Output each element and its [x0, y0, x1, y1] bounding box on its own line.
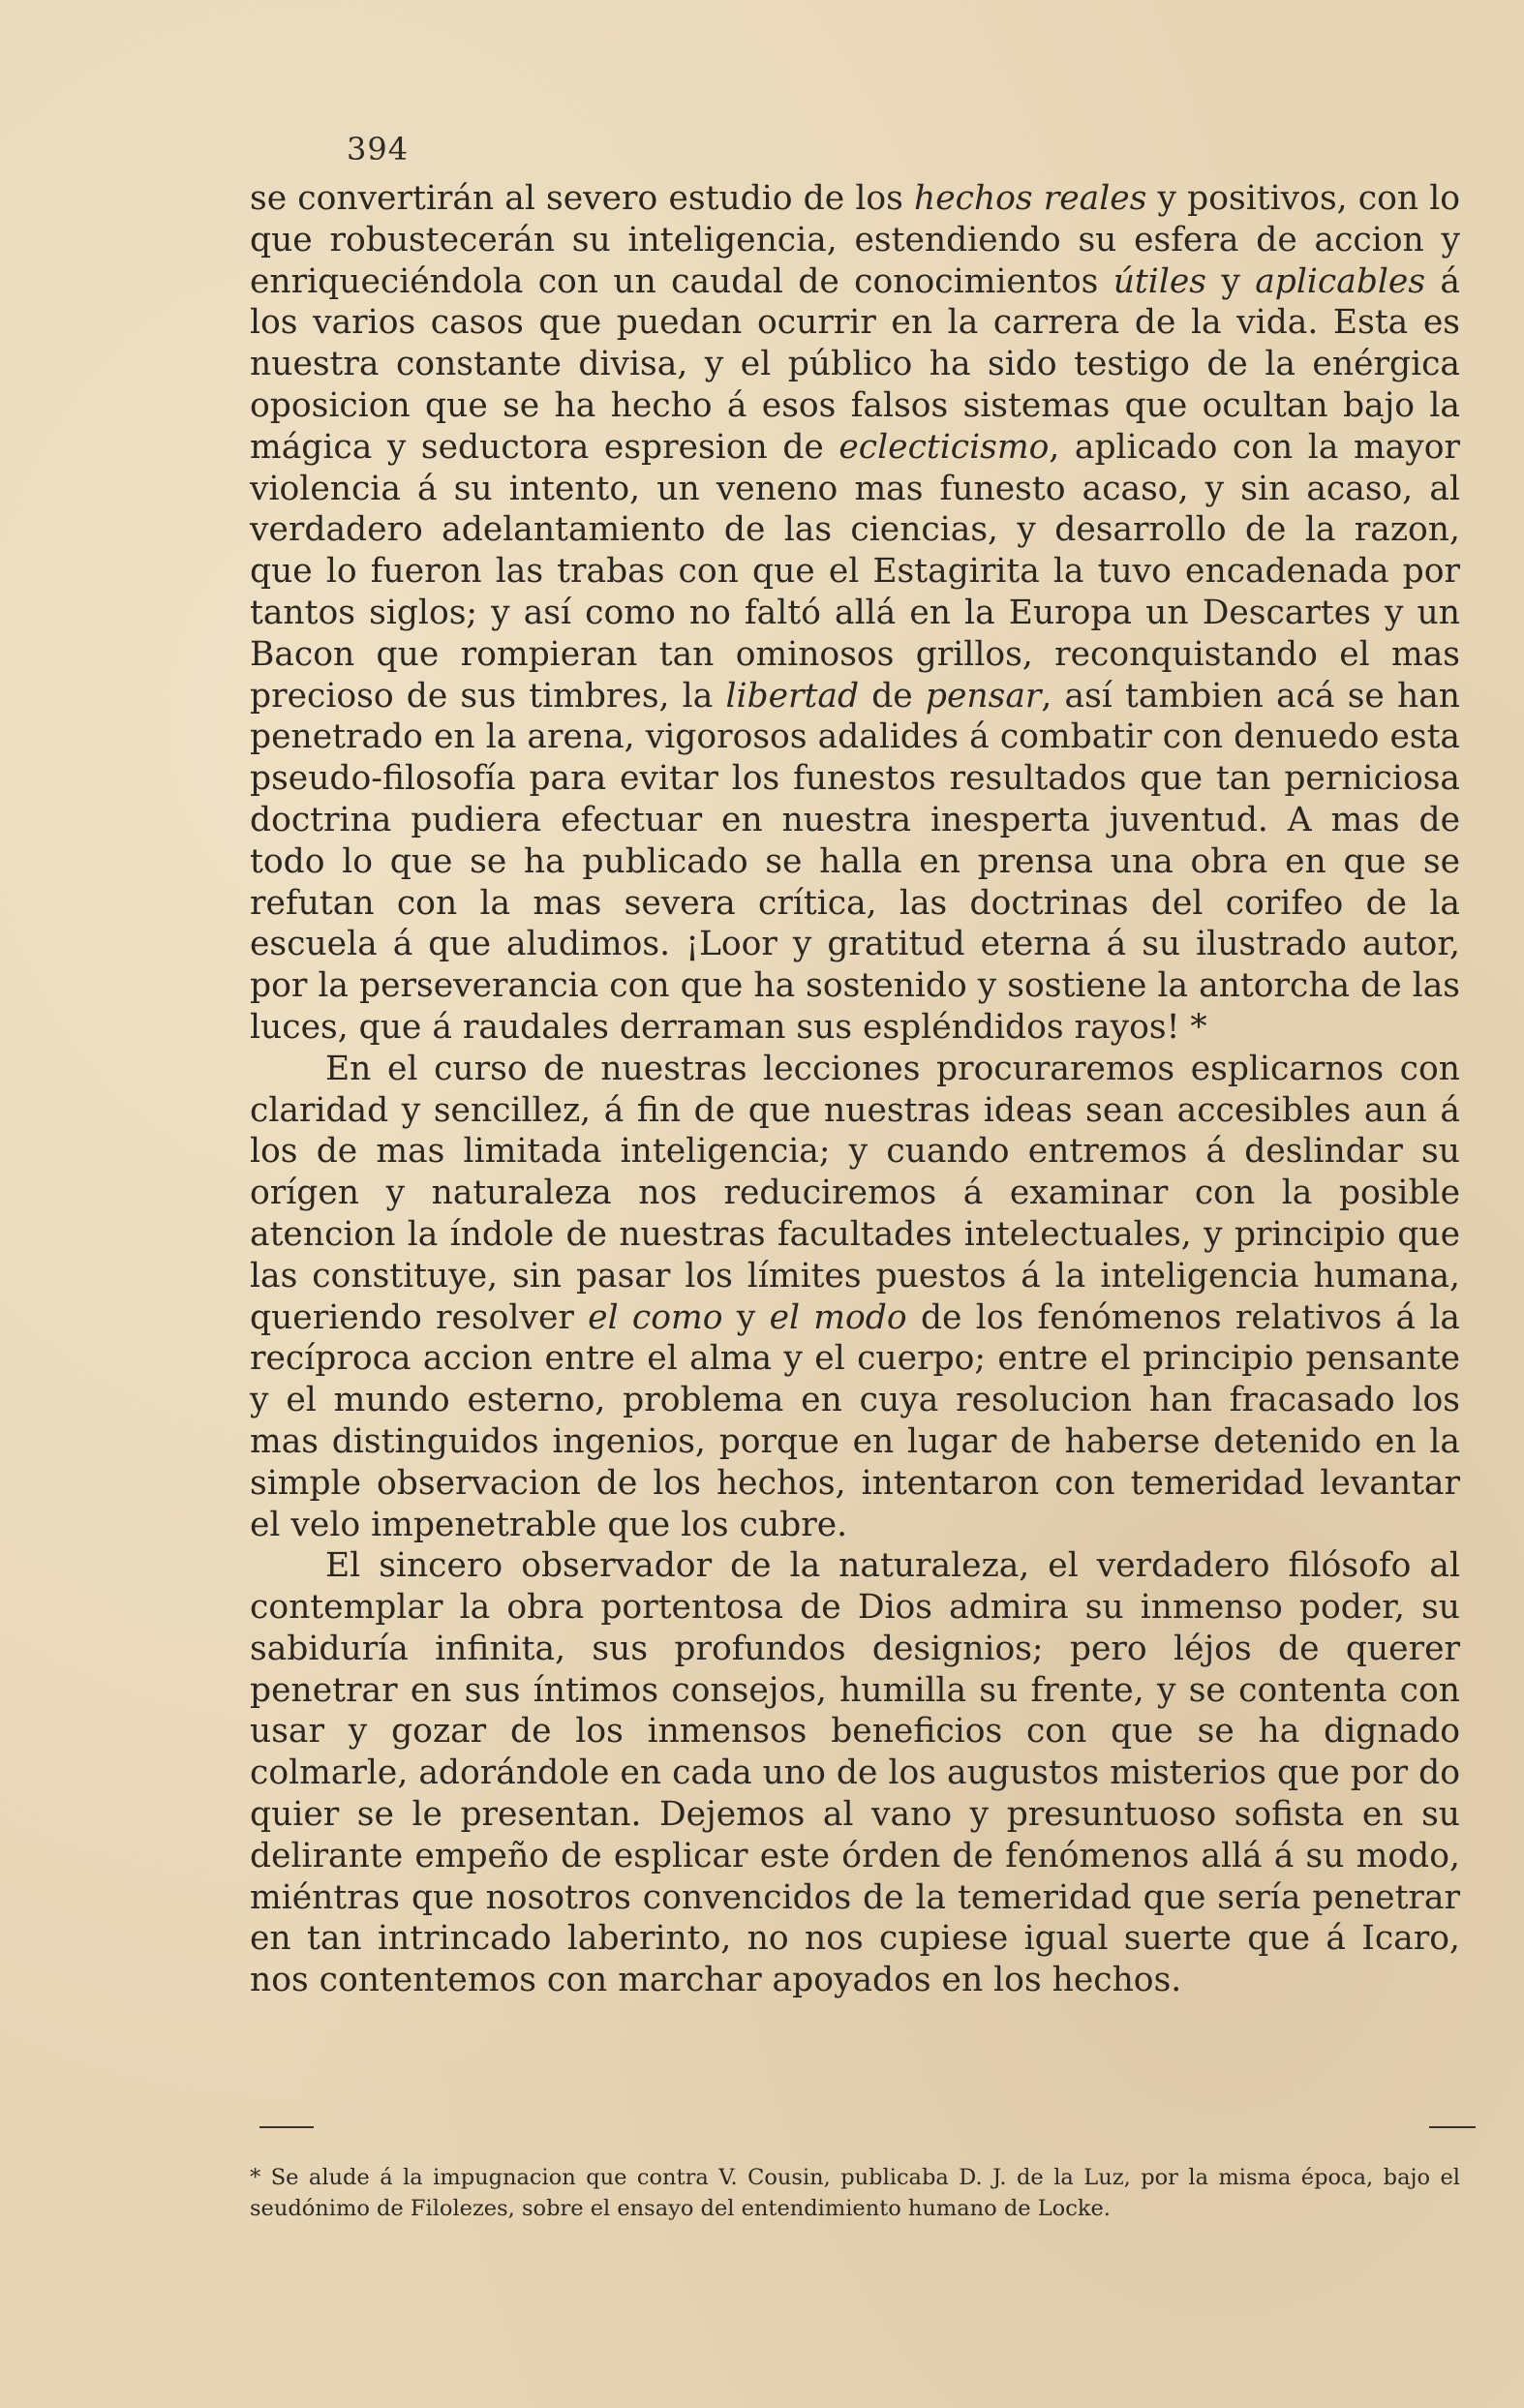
paragraph-2: [250, 1049, 1460, 1546]
italic-term: el como: [588, 1297, 723, 1337]
text-run: y: [722, 1297, 770, 1337]
footnote: * Se alude á la impugnacion que contra V. Cousin, publicaba D. J. de la Luz, por la misma época, bajo el seudónimo de Filolezes, sobre el ensayo del entendimiento humano de Locke.: [250, 2164, 1460, 2221]
text-run: se convertirán al severo estudio de los: [250, 179, 914, 218]
text-run: En el curso de nuestras lecciones procuraremos esplicarnos con claridad y sencillez, á fin de que nuestras ideas sean accesibles aun á los de mas limitada inteligencia; y cuando entremos á deslindar su orígen y naturaleza nos reduciremos á examinar con la posible atencion la índole de nuestras facultades intelectuales, y principio que las constituye, sin pasar los límites puestos á la inteligencia humana, queriendo resolver: [250, 1049, 1460, 1337]
footnote-divider-right: [1429, 2126, 1476, 2128]
footnote-divider-left: [259, 2126, 314, 2128]
text-run: de los fenómenos relativos á la recíproca accion entre el alma y el cuerpo; entre el principio pensante y el mundo esterno, problema en cuya resolucion han fracasado los mas distinguidos ingenios, porque en lugar de haberse detenido en la simple observacion de los hechos, intentaron con temeridad levantar el velo impenetrable que los cubre.: [250, 1297, 1460, 1544]
text-run: y: [1205, 261, 1256, 301]
text-run: de: [859, 676, 926, 716]
italic-term: eclecticismo: [838, 427, 1050, 467]
italic-term: pensar: [925, 676, 1042, 716]
text-run: , así tambien acá se han penetrado en la arena, vigorosos adalides á combatir con denuedo esta pseudo-filosofía para evitar los funestos resultados que tan perniciosa doctrina pudiera efectuar en nuestra inesperta juventud. A mas de todo lo que se ha publicado se halla en prensa una obra en que se refutan con la mas severa crítica, las doctrinas del corifeo de la escuela á que aludimos. ¡Loor y gratitud eterna á su ilustrado autor, por la perseverancia con que ha sostenido y sostiene la antorcha de las luces, que á raudales derraman sus espléndidos rayos! *: [250, 676, 1460, 1047]
italic-term: aplicables: [1255, 261, 1426, 301]
italic-term: útiles: [1113, 261, 1206, 301]
italic-term: el modo: [769, 1297, 907, 1337]
text-run: á los varios casos que puedan ocurrir en la carrera de la vida. Esta es nuestra constante divisa, y el público ha sido testigo de la enérgica oposicion que se ha hecho á esos falsos sistemas que ocultan bajo la mágica y seductora espresion de: [250, 261, 1460, 467]
italic-term: hechos reales: [913, 179, 1147, 218]
text-run: , aplicado con la mayor violencia á su intento, un veneno mas funesto acaso, y sin acaso, al verdadero adelantamiento de las ciencias, y desarrollo de la razon, que lo fueron las trabas con que el Estagirita la tuvo encadenada por tantos siglos; y así como no faltó allá en la Europa un Descartes y un Bacon que rompieran tan ominosos grillos, reconquistando el mas precioso de sus timbres, la: [250, 427, 1460, 716]
body-text: [250, 178, 1460, 2001]
italic-term: libertad: [725, 676, 860, 716]
book-page: [250, 118, 1470, 2345]
page-number: 394: [347, 131, 410, 168]
text-run: y positivos, con lo que robustecerán su inteligencia, estendiendo su esfera de accion y enriqueciéndola con un caudal de conocimientos: [250, 179, 1461, 301]
paragraph-1: [250, 178, 1460, 1049]
paragraph-3: El sincero observador de la naturaleza, el verdadero filósofo al contemplar la obra portentosa de Dios admira su inmenso poder, su sabiduría infinita, sus profundos designios; pero léjos de querer penetrar en sus íntimos consejos, humilla su frente, y se contenta con usar y gozar de los inmensos beneficios con que se ha dignado colmarle, adorándole en cada uno de los augustos misterios que por do quier se le presentan. Dejemos al vano y presuntuoso sofista en su delirante empeño de esplicar este órden de fenómenos allá á su modo, miéntras que nosotros convencidos de la temeridad que sería penetrar en tan intrincado laberinto, no nos cupiese igual suerte que á Icaro, nos contentemos con marchar apoyados en los hechos.: [250, 1546, 1460, 2000]
